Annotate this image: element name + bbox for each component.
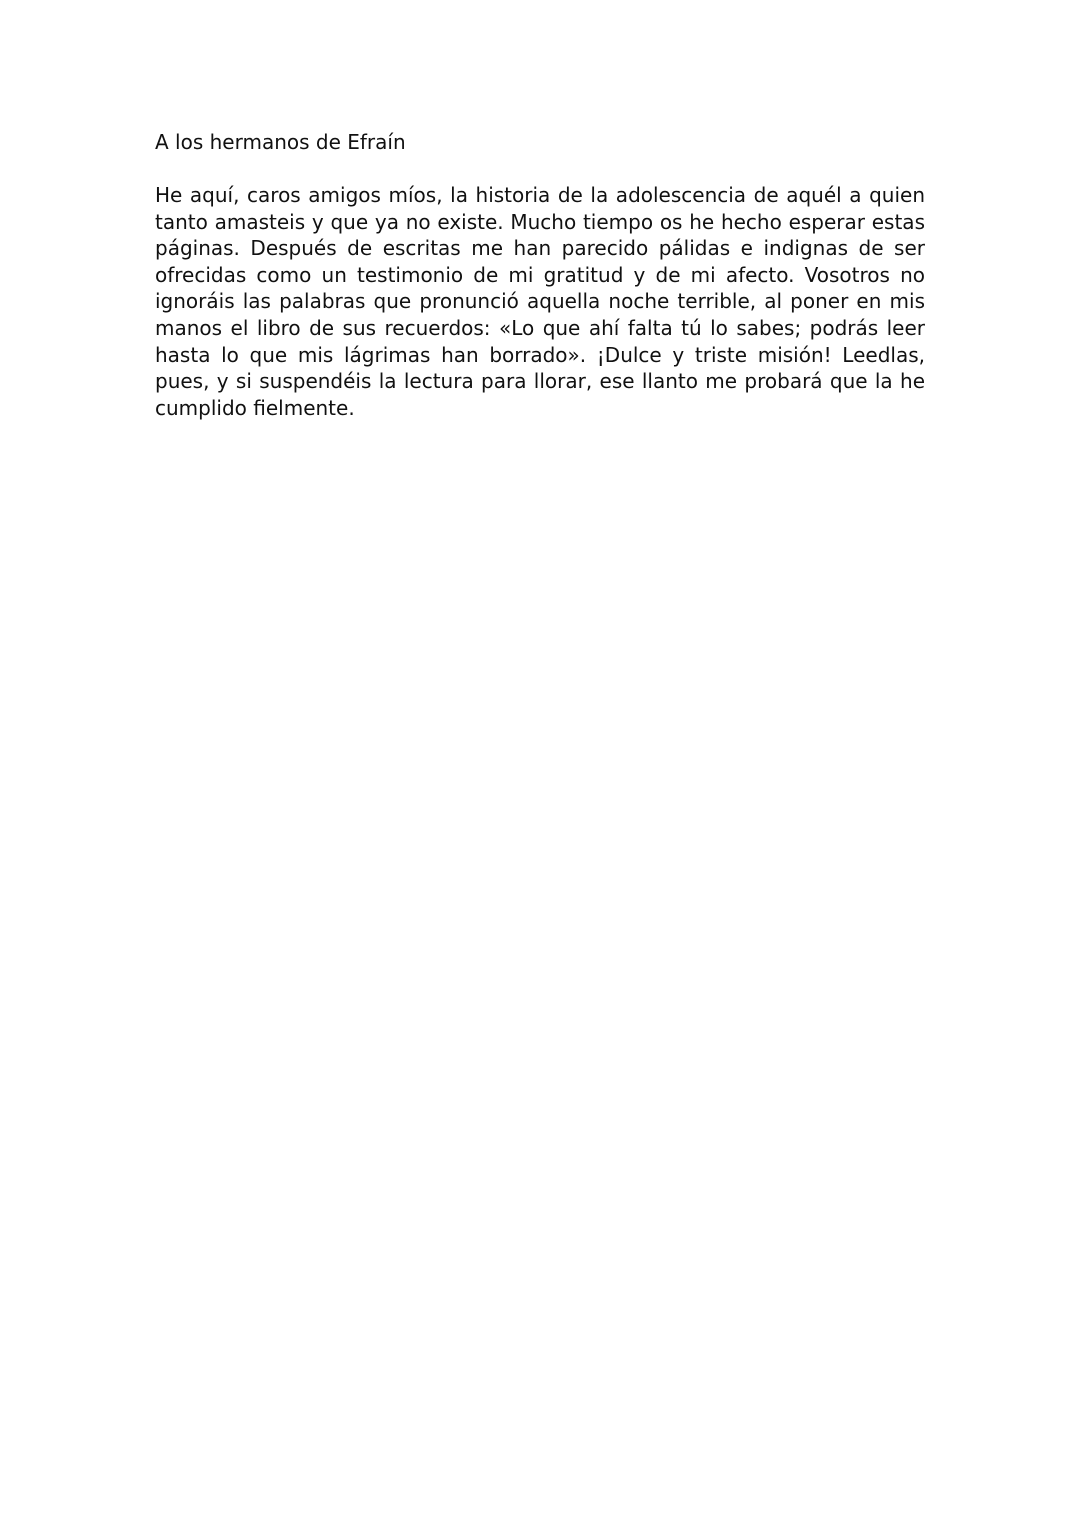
dedication-paragraph: He aquí, caros amigos míos, la historia de la adolescencia de aquél a quien tanto amasteis y que ya no existe. Mucho tiempo os he hecho esperar estas páginas. Después de escritas me han parecido pálidas e indignas de ser ofrecidas como un testimonio de mi gratitud y de mi afecto. Vosotros no ignoráis las palabras que pronunció aquella noche terrible, al poner en mis manos el libro de sus recuerdos: «Lo que ahí falta tú lo sabes; podrás leer hasta lo que mis lágrimas han borrado». ¡Dulce y triste misión! Leedlas, pues, y si suspendéis la lectura para llorar, ese llanto me probará que la he cumplido fielmente. bbox=[155, 183, 925, 420]
dedication-heading: A los hermanos de Efraín bbox=[155, 130, 406, 154]
